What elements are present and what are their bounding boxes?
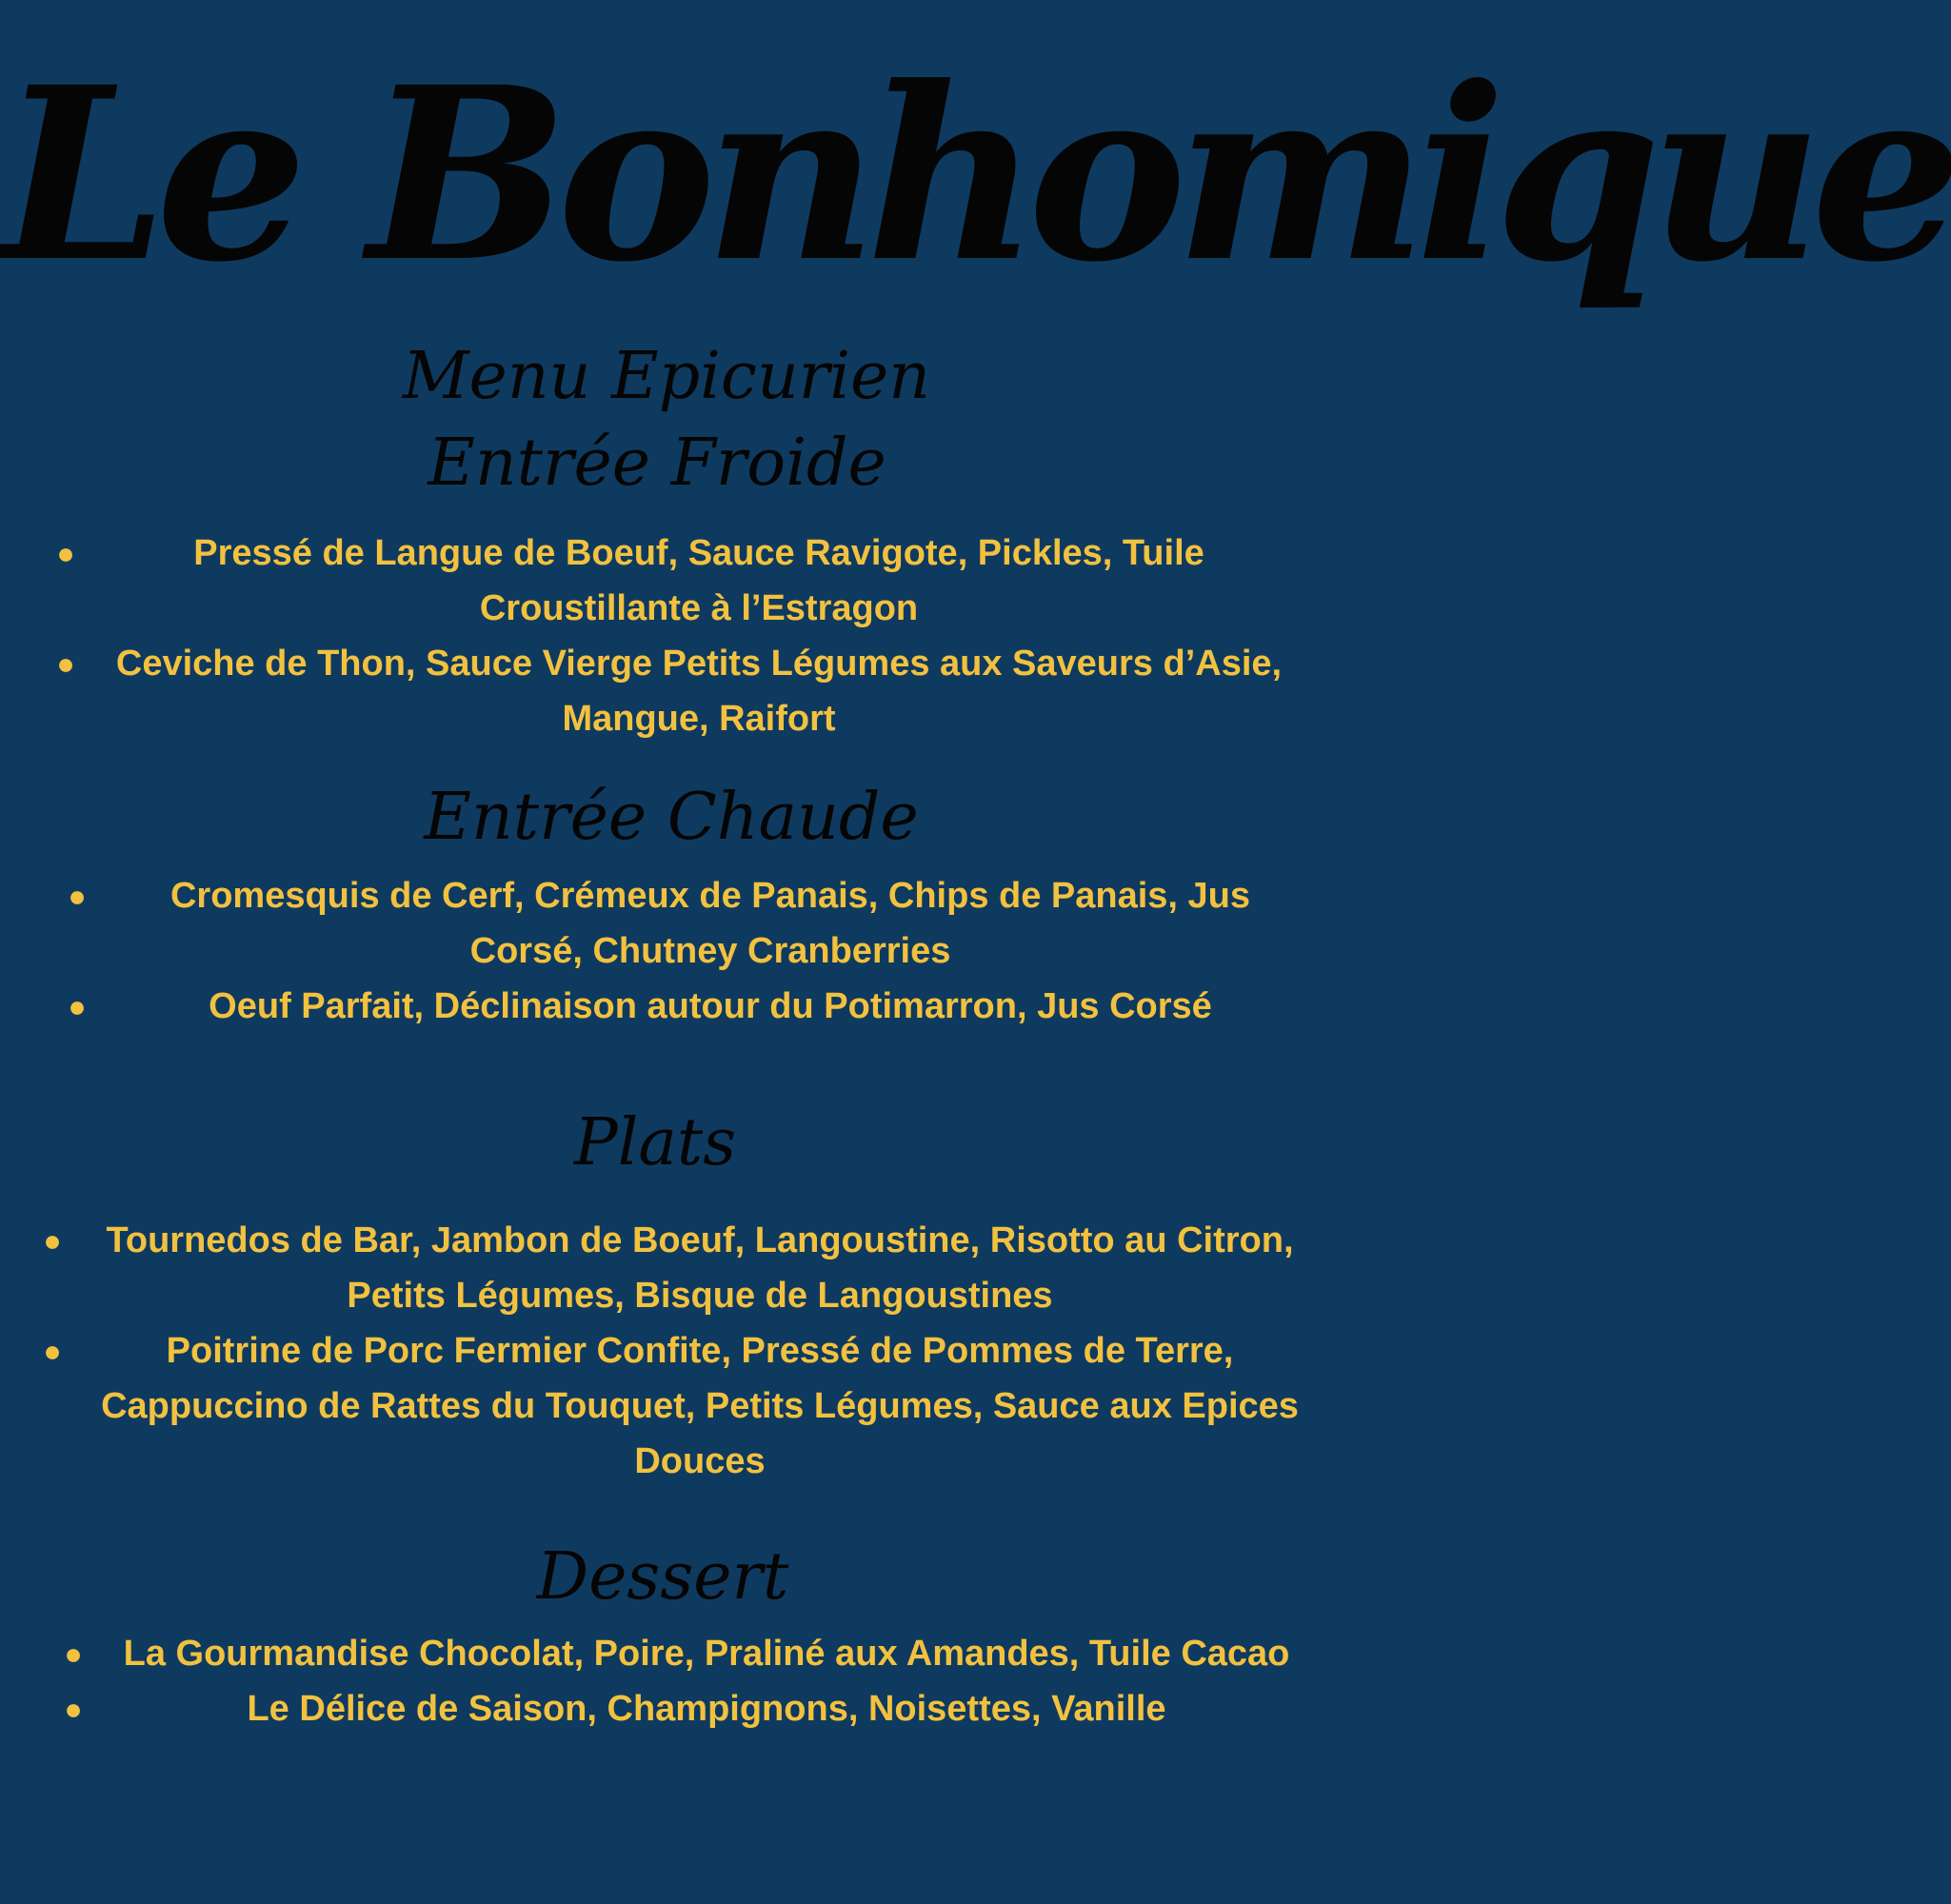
- dish-text: Oeuf Parfait, Déclinaison autour du Potimarron, Jus Corsé: [209, 986, 1212, 1026]
- bullet-icon: ●: [56, 646, 75, 681]
- item-list: [0, 1626, 1346, 1736]
- restaurant-logo-title: Le Bonhomique: [0, 34, 1951, 314]
- section-plats: [0, 1102, 1346, 1489]
- list-item: [29, 1323, 1333, 1489]
- menu-title: Menu Epicurien: [402, 339, 931, 414]
- bullet-icon: ●: [43, 1334, 62, 1368]
- list-item: [50, 1681, 1335, 1736]
- dish-text: La Gourmandise Chocolat, Poire, Praliné aux Amandes, Tuile Cacao: [123, 1634, 1290, 1674]
- item-list: [0, 526, 1346, 746]
- dish-text: Cromesquis de Cerf, Crémeux de Panais, Chips de Panais, Jus Corsé, Chutney Cranberries: [169, 876, 1251, 971]
- section-heading: Entrée Froide: [428, 426, 886, 501]
- dish-text: Le Délice de Saison, Champignons, Noisettes, Vanille: [247, 1689, 1166, 1729]
- bullet-icon: ●: [56, 536, 75, 570]
- section-heading: Dessert: [536, 1539, 789, 1615]
- list-item: [53, 868, 1339, 979]
- section-heading: Entrée Chaude: [424, 780, 919, 855]
- bullet-icon: ●: [68, 989, 87, 1023]
- list-item: [42, 526, 1327, 636]
- dish-text: Pressé de Langue de Boeuf, Sauce Ravigote, Pickles, Tuile Croustillante à l’Estragon: [193, 533, 1204, 628]
- list-item: [42, 636, 1327, 746]
- list-item: [29, 1213, 1333, 1323]
- item-list: [0, 868, 1346, 1034]
- section-entree-froide: [0, 423, 1346, 746]
- section-dessert: [0, 1537, 1346, 1736]
- section-entree-chaude: [0, 777, 1346, 1034]
- bullet-icon: ●: [64, 1636, 83, 1671]
- dish-text: Tournedos de Bar, Jambon de Boeuf, Langoustine, Risotto au Citron, Petits Légumes, Bisque de Langoustines: [106, 1220, 1294, 1316]
- list-item: [53, 979, 1339, 1034]
- bullet-icon: ●: [68, 879, 87, 913]
- dish-text: Poitrine de Porc Fermier Confite, Pressé de Pommes de Terre, Cappuccino de Rattes du Touquet, Petits Légumes, Sauce aux Epices Douces: [101, 1331, 1299, 1481]
- bullet-icon: ●: [64, 1692, 83, 1726]
- list-item: [50, 1626, 1335, 1681]
- section-heading: Plats: [573, 1105, 737, 1180]
- dish-text: Ceviche de Thon, Sauce Vierge Petits Légumes aux Saveurs d’Asie, Mangue, Raifort: [115, 644, 1283, 739]
- item-list: [0, 1213, 1346, 1489]
- bullet-icon: ●: [43, 1223, 62, 1258]
